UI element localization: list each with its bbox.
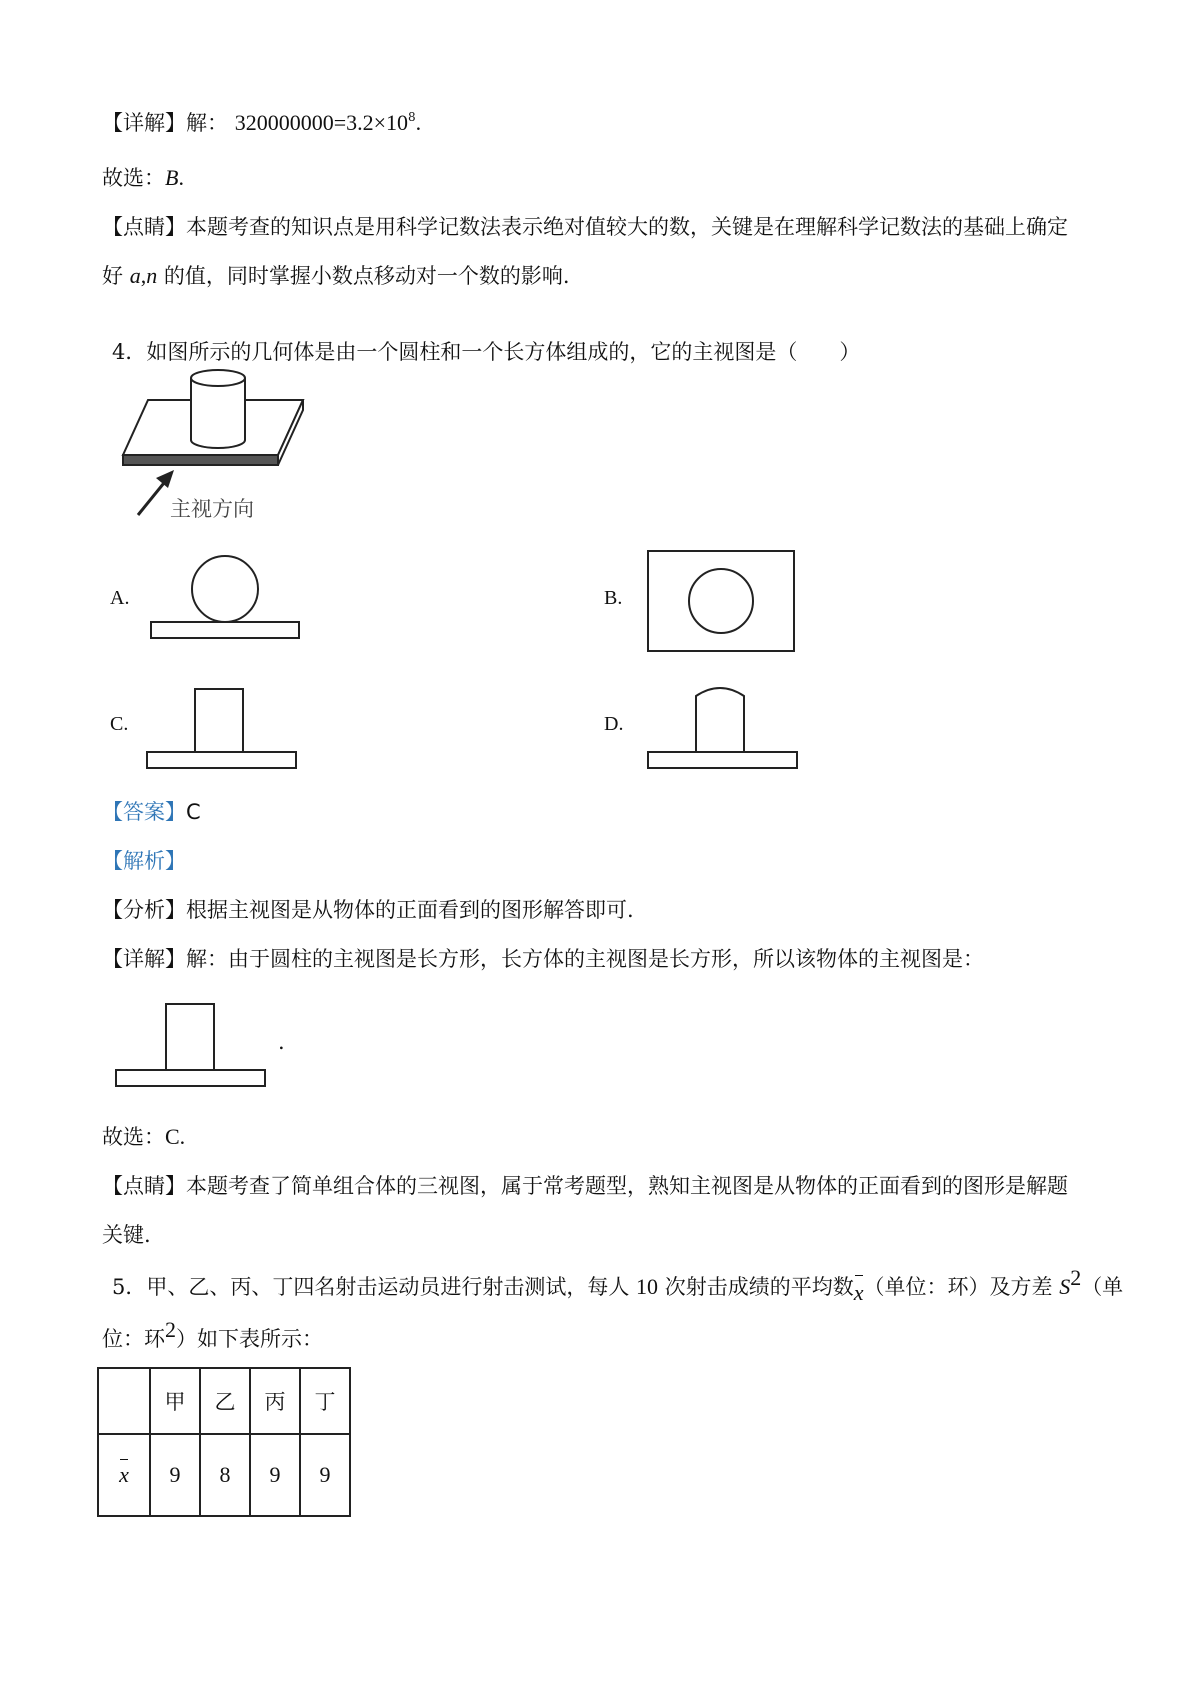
table-row-label bbox=[98, 1434, 150, 1516]
q3-choice-line bbox=[102, 163, 184, 193]
q3-comment-tag: 【点睛】 bbox=[102, 215, 186, 239]
q4-option-b-label: B. bbox=[604, 587, 623, 609]
q3-comment-line1 bbox=[102, 212, 1068, 242]
q4-option-c-label: C. bbox=[110, 713, 129, 735]
q3-comment-text1: 本题考查的知识点是用科学记数法表示绝对值较大的数，关键是在理解科学记数法的基础上确定 bbox=[186, 215, 1068, 239]
q3-detail-expr-times: ×10 bbox=[373, 110, 409, 135]
xbar-symbol: x bbox=[119, 1462, 129, 1487]
q3-detail-expr-end: . bbox=[415, 110, 422, 135]
q3-comment-pre: 好 bbox=[102, 264, 123, 288]
q4-comment-line2: 关键. bbox=[102, 1223, 151, 1247]
q5-stem-pre: 5．甲、乙、丙、丁四名射击运动员进行射击测试，每人 bbox=[112, 1275, 630, 1299]
q4-answer-value: C bbox=[186, 800, 201, 824]
q4-figure-caption: 主视方向 bbox=[170, 497, 254, 521]
q4-detail-text: 解：由于圆柱的主视图是长方形，长方体的主视图是长方形，所以该物体的主视图是： bbox=[186, 947, 984, 971]
q4-comment-line1 bbox=[102, 1171, 1068, 1201]
q4-choice-value: C. bbox=[165, 1124, 186, 1149]
table-cell: 9 bbox=[250, 1434, 300, 1516]
q4-option-d-label: D. bbox=[604, 713, 624, 735]
q3-choice-end: . bbox=[178, 165, 184, 190]
q3-comment-math-n: n bbox=[146, 263, 158, 288]
q5-stem-line1 bbox=[112, 1265, 1124, 1305]
table-header-cell bbox=[98, 1368, 150, 1434]
table-header-cell: 乙 bbox=[200, 1368, 250, 1434]
q3-comment-line2 bbox=[102, 261, 570, 291]
q5-line2-exp: 2 bbox=[165, 1317, 176, 1342]
q5-stem-mid: 次射击成绩的平均数 bbox=[664, 1275, 854, 1299]
q3-comment-math-a: a bbox=[129, 263, 141, 288]
table-header-row bbox=[98, 1368, 350, 1434]
table-header-cell: 丁 bbox=[300, 1368, 350, 1434]
q4-comment-tag: 【点睛】 bbox=[102, 1174, 186, 1198]
q4-detail-line bbox=[102, 944, 984, 974]
q5-stem-xbar: x bbox=[854, 1278, 864, 1308]
q3-choice-letter: B bbox=[165, 165, 179, 190]
q5-stem-tail: （单 bbox=[1081, 1275, 1124, 1299]
q4-choice-prefix: 故选： bbox=[102, 1125, 165, 1149]
table-cell: 8 bbox=[200, 1434, 250, 1516]
q4-answer-tag: 【答案】 bbox=[102, 800, 186, 824]
table-header-cell: 甲 bbox=[150, 1368, 200, 1434]
q4-detail-period: . bbox=[278, 1030, 285, 1054]
q4-option-b-figure bbox=[646, 549, 796, 653]
q3-comment-post: 的值，同时掌握小数点移动对一个数的影响. bbox=[157, 264, 570, 288]
q4-solution-figure bbox=[114, 1000, 274, 1090]
table-row bbox=[98, 1434, 350, 1516]
q4-option-a-figure bbox=[145, 555, 305, 645]
q4-stem: 4．如图所示的几何体是由一个圆柱和一个长方体组成的，它的主视图是（ ） bbox=[112, 340, 861, 364]
q5-stem-s-exp: 2 bbox=[1070, 1265, 1082, 1290]
q5-score-table bbox=[97, 1367, 351, 1517]
q4-option-c-figure bbox=[145, 686, 305, 774]
q5-line2-post: ）如下表所示： bbox=[176, 1327, 323, 1351]
table-cell: 9 bbox=[300, 1434, 350, 1516]
q3-detail-expr-lhs: 320000000=3.2 bbox=[234, 110, 374, 135]
q5-stem-num: 10 bbox=[636, 1274, 659, 1299]
q4-fenxi-tag: 【分析】 bbox=[102, 898, 186, 922]
q4-option-d-figure bbox=[646, 680, 806, 774]
table-cell: 9 bbox=[150, 1434, 200, 1516]
q5-stem-unit1: （单位：环）及方差 bbox=[863, 1275, 1053, 1299]
q3-detail-line bbox=[102, 108, 421, 138]
q4-choice-line bbox=[102, 1122, 185, 1152]
q4-option-a-label: A. bbox=[110, 587, 130, 609]
table-header-cell: 丙 bbox=[250, 1368, 300, 1434]
q3-detail-tag: 【详解】 bbox=[102, 111, 186, 135]
q5-stem-s: S bbox=[1059, 1274, 1071, 1299]
q4-analysis-tag: 【解析】 bbox=[102, 849, 186, 873]
q4-answer-line bbox=[102, 797, 201, 827]
q4-detail-tag: 【详解】 bbox=[102, 947, 186, 971]
q4-fenxi-text: 根据主视图是从物体的正面看到的图形解答即可. bbox=[186, 898, 634, 922]
q3-detail-expr-exp: 8 bbox=[408, 110, 416, 124]
q3-choice-prefix: 故选： bbox=[102, 166, 165, 190]
q5-line2-pre: 位：环 bbox=[102, 1327, 165, 1351]
q4-comment-text1: 本题考查了简单组合体的三视图，属于常考题型，熟知主视图是从物体的正面看到的图形是解题 bbox=[186, 1174, 1068, 1198]
q4-fenxi-line bbox=[102, 895, 634, 925]
q3-comment-comma: , bbox=[140, 263, 147, 288]
q3-detail-prefix: 解： bbox=[186, 111, 228, 135]
q5-stem-line2 bbox=[102, 1317, 323, 1354]
